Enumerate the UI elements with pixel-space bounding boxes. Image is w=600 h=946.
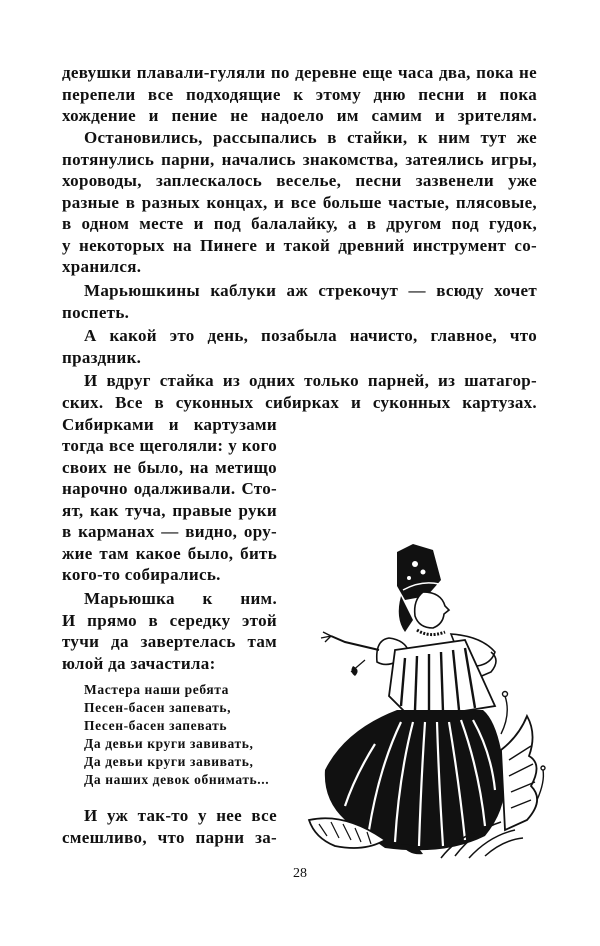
text-line: Остановились, рассыпались в стайки, к ним тут же — [84, 128, 537, 147]
verse-line: Да наших девок обнимать... — [84, 772, 270, 787]
text-line: потянулись парни, начались знакомства, затеялись игры, — [62, 150, 537, 169]
text-line: Сибирками и картузами — [62, 415, 277, 434]
text-line: своих не было, на метищо — [62, 458, 277, 477]
text-line: тучи да завертелась там — [62, 632, 277, 651]
text-line: тогда все щеголяли: у кого — [62, 436, 277, 455]
verse-line: Мастера наши ребята — [84, 682, 229, 697]
text-line: девушки плавали-гуляли по деревне еще часа два, пока не — [62, 63, 537, 82]
text-line: хороводы, заплескалось веселье, песни зазвенели уже — [62, 171, 537, 190]
text-line: И прямо в середку этой — [62, 611, 277, 630]
text-line: юлой да зачастила: — [62, 654, 216, 673]
text-line: ских. Все в суконных сибирках и суконных картузах. — [62, 393, 537, 412]
text-line: смешливо, что парни за- — [62, 828, 277, 847]
text-line: хранился. — [62, 257, 142, 276]
text-line: Марьюшка к ним. — [84, 589, 277, 608]
verse-line: Песен-басен запевать — [84, 718, 228, 733]
text-line: ят, как туча, правые руки — [62, 501, 277, 520]
text-line: у некоторых на Пинеге и такой древний инструмент со- — [62, 236, 537, 255]
text-line: И вдруг стайка из одних только парней, из шатагор- — [84, 371, 537, 390]
text-line: жие там какое было, бить — [62, 544, 277, 563]
text-line: А какой это день, позабыла начисто, главное, что — [84, 326, 537, 345]
text-line: нарочно одалживали. Сто- — [62, 479, 277, 498]
text-line: разные в разных концах, и все больше частые, плясовые, — [62, 193, 537, 212]
verse-line: Песен-басен запевать, — [84, 700, 232, 715]
verse-line: Да девьи круги завивать, — [84, 754, 254, 769]
page-number: 28 — [293, 866, 307, 881]
text-line: поспеть. — [62, 303, 130, 322]
dancing-woman-illustration — [305, 500, 565, 870]
text-line: в одном месте и под балалайку, а в другом под гудок, — [62, 214, 537, 233]
text-line: И уж так-то у нее все — [84, 806, 277, 825]
text-line: праздник. — [62, 348, 142, 367]
text-line: кого-то собирались. — [62, 565, 221, 584]
text-line: перепели все подходящие к этому дню песни и пока — [62, 85, 537, 104]
text-line: Марьюшкины каблуки аж стрекочут — всюду хочет — [84, 281, 537, 300]
text-line: хождение и пение не надоело им самим и зрителям. — [62, 106, 537, 125]
text-line: в карманах — видно, ору- — [62, 522, 277, 541]
verse-line: Да девьи круги завивать, — [84, 736, 254, 751]
